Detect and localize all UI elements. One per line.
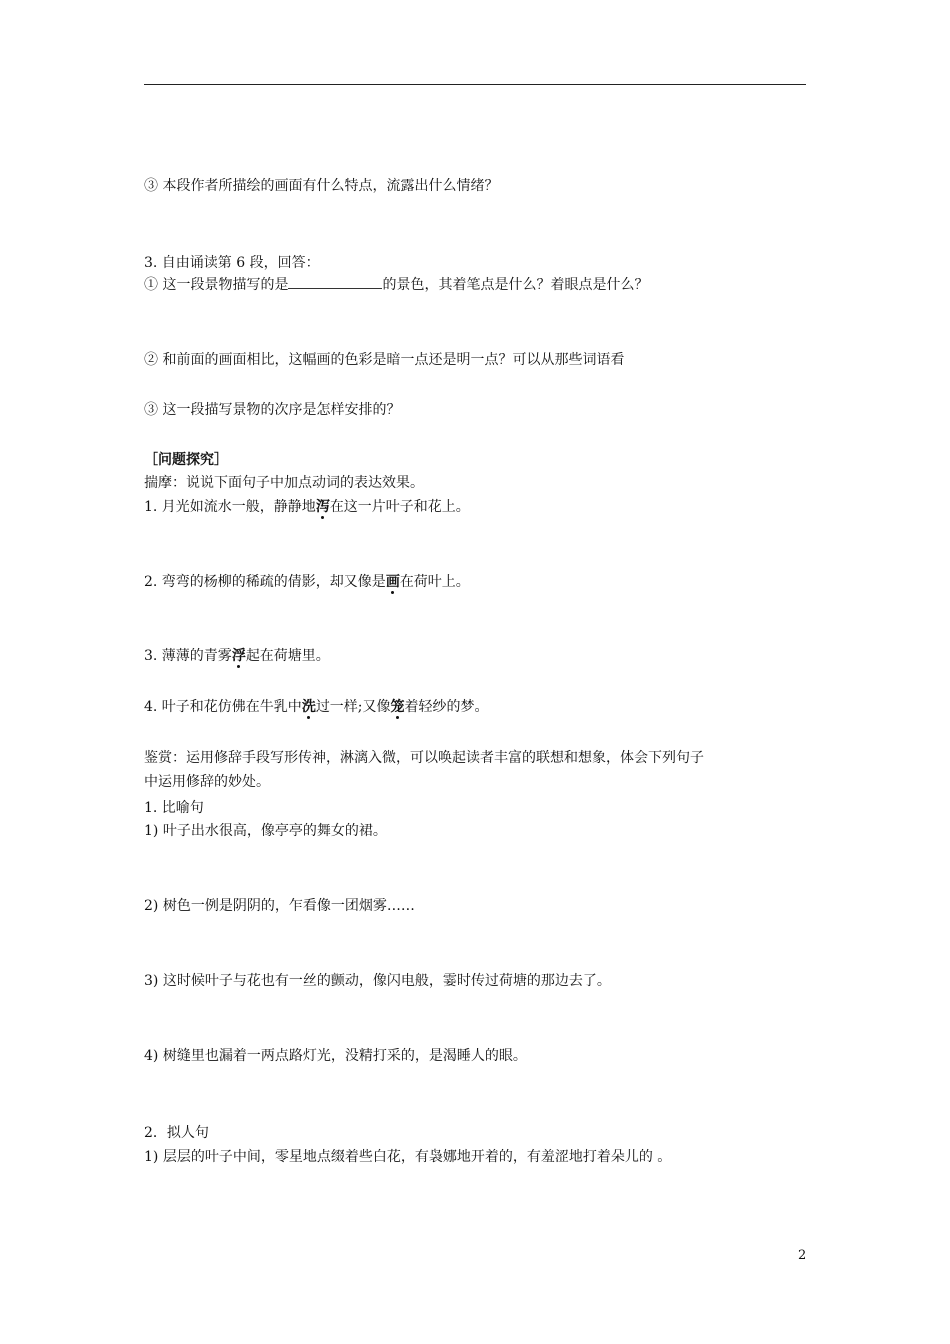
simile-item-2: 2) 树色一例是阴阴的，乍看像一团烟雾……: [144, 898, 415, 914]
answer-blank[interactable]: [288, 276, 382, 289]
muomo-text: 在荷叶上。: [399, 574, 470, 590]
section3-question1: [144, 276, 648, 294]
simile-title: 1. 比喻句: [144, 800, 204, 816]
section-header: ［问题探究］: [144, 452, 228, 468]
page-number: 2: [798, 1248, 807, 1263]
dotted-verb: 洗: [301, 699, 316, 715]
muomo-text: 着轻纱的梦。: [404, 699, 489, 715]
muomo-text: 2. 弯弯的杨柳的稀疏的倩影，却又像是: [144, 574, 386, 590]
q3-item3: ③ 本段作者所描绘的画面有什么特点，流露出什么情绪？: [144, 178, 499, 194]
simile-item-4: 4) 树缝里也漏着一两点路灯光，没精打采的，是渴睡人的眼。: [144, 1048, 527, 1064]
dotted-verb: 浮: [231, 648, 246, 664]
muomo-text: 4. 叶子和花仿佛在牛乳中: [144, 699, 302, 715]
simile-item-3: 3) 这时候叶子与花也有一丝的颤动，像闪电般，霎时传过荷塘的那边去了。: [144, 973, 611, 989]
section3-question1-before: ① 这一段景物描写的是: [144, 277, 289, 293]
section3-question3: ③ 这一段描写景物的次序是怎样安排的？: [144, 402, 401, 418]
personification-title: 2．拟人句: [144, 1125, 209, 1141]
dotted-verb: 画: [385, 574, 400, 590]
personification-item-1: 1) 层层的叶子中间，零星地点缀着些白花，有袅娜地开着的，有羞涩地打着朵儿的 。: [144, 1149, 672, 1165]
muomo-item-1: [144, 498, 470, 516]
jianshang-line-1: 鉴赏：运用修辞手段写形传神，淋漓入微，可以唤起读者丰富的联想和想象，体会下列句子: [144, 750, 704, 766]
dotted-verb: 泻: [315, 499, 330, 515]
muomo-item-3: [144, 647, 330, 665]
muomo-text: 在这一片叶子和花上。: [329, 499, 470, 515]
muomo-item-4: [144, 698, 489, 716]
muomo-intro: 揣摩：说说下面句子中加点动词的表达效果。: [144, 475, 424, 491]
muomo-text: 起在荷塘里。: [245, 648, 330, 664]
header-rule: [144, 84, 806, 85]
simile-item-1: 1) 叶子出水很高，像亭亭的舞女的裙。: [144, 823, 387, 839]
jianshang-line-2: 中运用修辞的妙处。: [144, 774, 270, 790]
muomo-text: 3. 薄薄的青雾: [144, 648, 232, 664]
section3-question1-after: 的景色，其着笔点是什么？着眼点是什么？: [382, 277, 649, 293]
dotted-verb: 笼: [390, 699, 405, 715]
muomo-text: 1. 月光如流水一般，静静地: [144, 499, 316, 515]
section3-title: 3. 自由诵读第 6 段，回答：: [144, 255, 320, 271]
muomo-item-2: [144, 573, 470, 591]
muomo-text: 过一样;又像: [315, 699, 391, 715]
section3-question2: ② 和前面的画面相比，这幅画的色彩是暗一点还是明一点？可以从那些词语看: [144, 352, 625, 368]
